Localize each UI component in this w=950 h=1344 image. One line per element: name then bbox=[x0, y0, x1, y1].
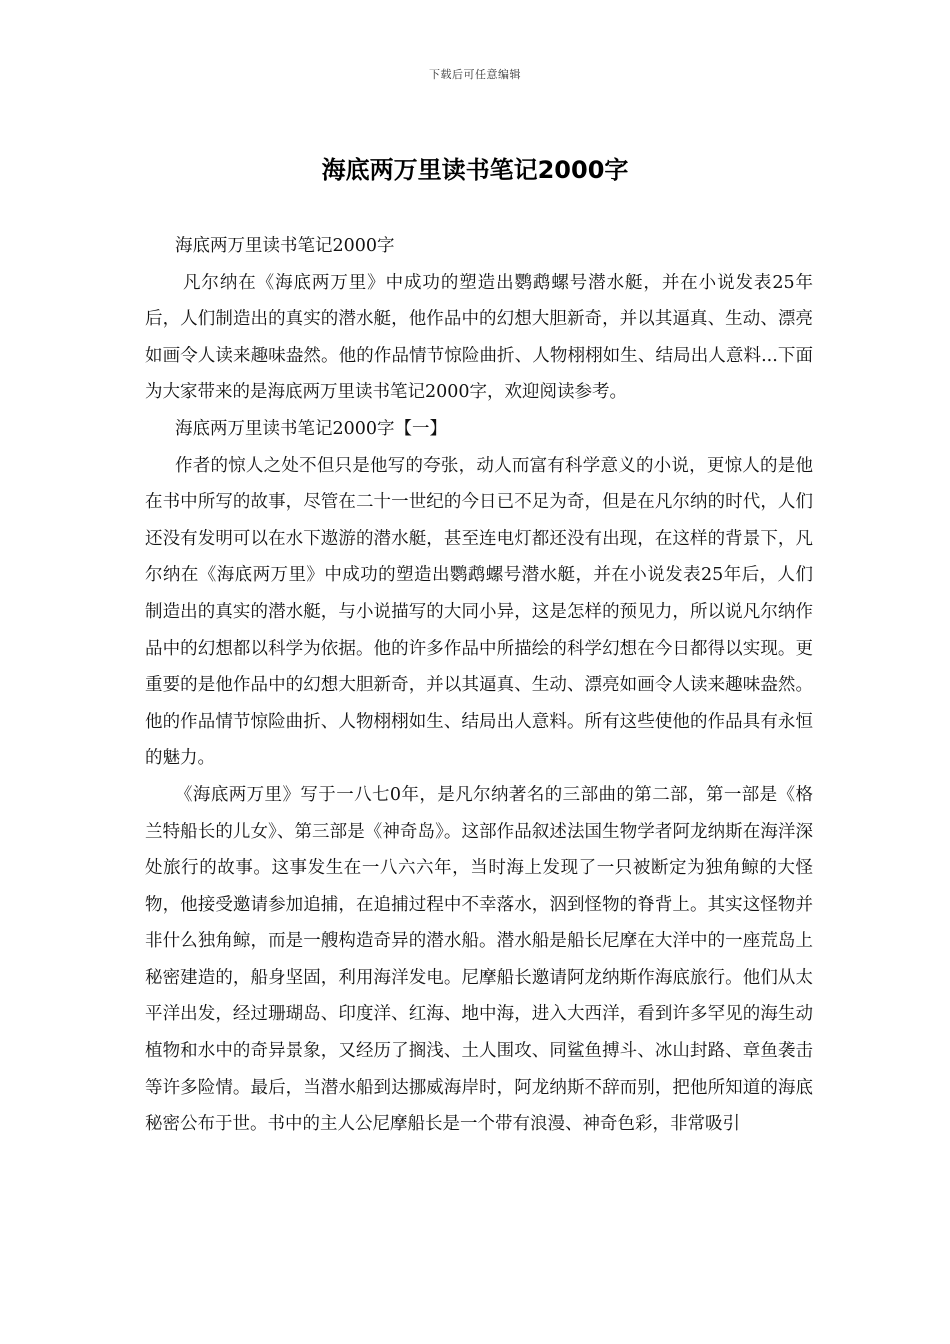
section-heading-1: 海底两万里读书笔记2000字【一】 bbox=[175, 418, 448, 439]
document-title: 海底两万里读书笔记2000字 bbox=[321, 156, 629, 184]
document-body bbox=[145, 228, 813, 1143]
body-paragraph: 《海底两万里》写于一八七0年，是凡尔纳著名的三部曲的第二部，第一部是《格兰特船长的儿女》、第三部是《神奇岛》。这部作品叙述法国生物学者阿龙纳斯在海洋深处旅行的故事。这事发生在一八六六年，当时海上发现了一只被断定为独角鲸的大怪物，他接受邀请参加追捕，在追捕过程中不幸落水，泅到怪物的脊背上。其实这怪物并非什么独角鲸，而是一艘构造奇异的潜水船。潜水船是船长尼摩在大洋中的一座荒岛上秘密建造的，船身坚固，利用海洋发电。尼摩船长邀请阿龙纳斯作海底旅行。他们从太平洋出发，经过珊瑚岛、印度洋、红海、地中海，进入大西洋，看到许多罕见的海生动植物和水中的奇异景象，又经历了搁浅、土人围攻、同鲨鱼搏斗、冰山封路、章鱼袭击等许多险情。最后，当潜水船到达挪威海岸时，阿龙纳斯不辞而别，把他所知道的海底秘密公布于世。书中的主人公尼摩船长是一个带有浪漫、神奇色彩，非常吸引 bbox=[145, 784, 813, 1135]
body-paragraph-subtitle: 海底两万里读书笔记2000字 bbox=[175, 236, 395, 256]
body-paragraph: 作者的惊人之处不但只是他写的夸张，动人而富有科学意义的小说，更惊人的是他在书中所写的故事，尽管在二十一世纪的今日已不足为奇，但是在凡尔纳的时代，人们还没有发明可以在水下遨游的潜水艇，甚至连电灯都还没有出现，在这样的背景下，凡尔纳在《海底两万里》中成功的塑造出鹦鹉螺号潜水艇，并在小说发表25年后，人们制造出的真实的潜水艇，与小说描写的大同小异，这是怎样的预见力，所以说凡尔纳作品中的幻想都以科学为依据。他的许多作品中所描绘的科学幻想在今日都得以实现。更重要的是他作品中的幻想大胆新奇，并以其逼真、生动、漂亮如画令人读来趣味盎然。他的作品情节惊险曲折、人物栩栩如生、结局出人意料。所有这些使他的作品具有永恒的魅力。 bbox=[145, 455, 813, 769]
body-paragraph-intro: 凡尔纳在《海底两万里》中成功的塑造出鹦鹉螺号潜水艇，并在小说发表25年后，人们制造出的真实的潜水艇，他作品中的幻想大胆新奇，并以其逼真、生动、漂亮如画令人读来趣味盎然。他的作品情节惊险曲折、人物栩栩如生、结局出人意料...下面为大家带来的是海底两万里读书笔记2000字，欢迎阅读参考。 bbox=[145, 272, 813, 403]
header-note: 下载后可任意编辑 bbox=[429, 68, 521, 81]
